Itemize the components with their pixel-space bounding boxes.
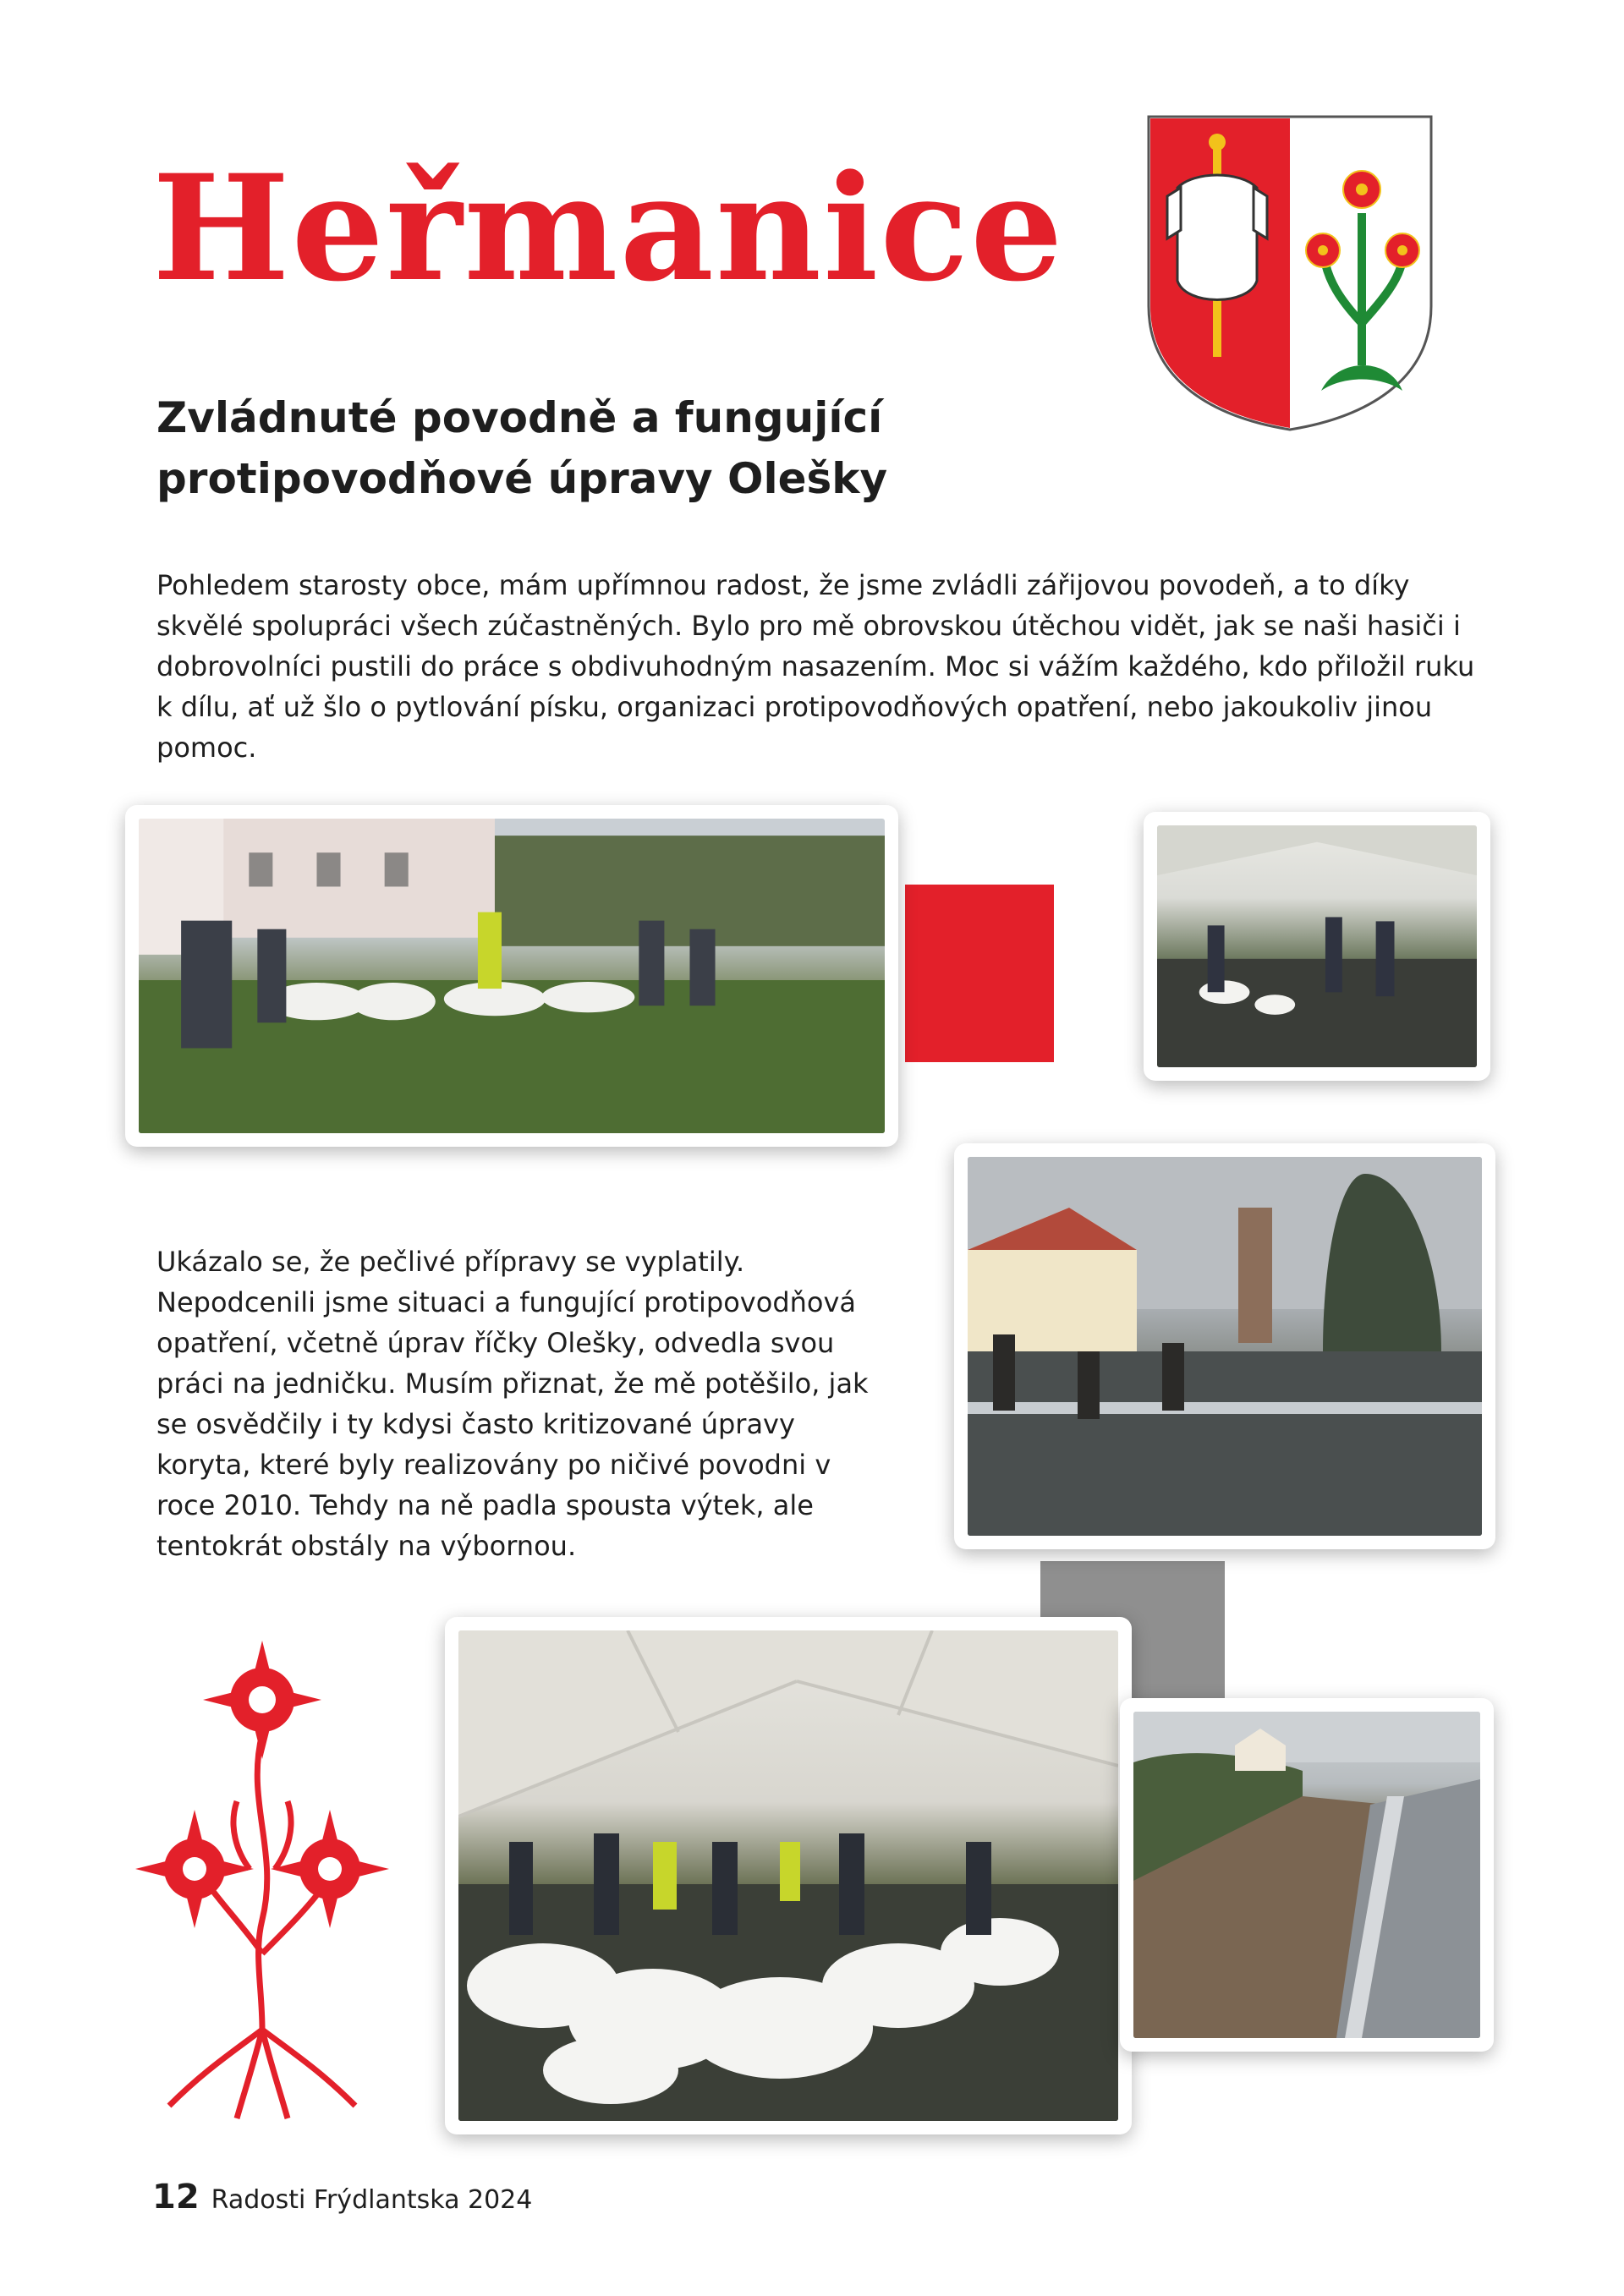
page-title: Heřmanice bbox=[152, 142, 1065, 314]
body-paragraph: Ukázalo se, že pečlivé přípravy se vyplatily. Nepodcenili jsme situaci a fungující protipovodňová opatření, včetně úprav říčky Olešky, odvedla svou práci na jedničku. Musím přiznat, že mě potěšilo, jak se osvědčily i ty kdysi často kritizované úpravy koryta, které byly realizovány po ničivé povodni v roce 2010. Tehdy na ně padla spousta výtek, ale tentokrát obstály na výbornou. bbox=[156, 1246, 869, 1562]
article-subtitle bbox=[156, 387, 1002, 509]
red-accent-block bbox=[905, 885, 1054, 1062]
photo-image bbox=[1133, 1712, 1480, 2038]
photo-scene bbox=[139, 819, 885, 1133]
photo-image bbox=[1157, 825, 1477, 1067]
photo-image bbox=[458, 1630, 1118, 2121]
photo-scene bbox=[1133, 1712, 1480, 2038]
page-number: 12 bbox=[152, 2178, 200, 2217]
page-footer bbox=[152, 2180, 532, 2217]
photo-flooded-river bbox=[1120, 1698, 1494, 2052]
subtitle-line-1: Zvládnuté povodně a fungující bbox=[156, 393, 883, 442]
coat-of-arms bbox=[1144, 112, 1436, 433]
photo-bridge-firefighters bbox=[954, 1143, 1495, 1549]
photo-tent-sandbags-large bbox=[445, 1617, 1132, 2134]
photo-scene bbox=[458, 1630, 1118, 2121]
photo-scene bbox=[1157, 825, 1477, 1067]
photo-image bbox=[139, 819, 885, 1133]
photo-image bbox=[968, 1157, 1482, 1536]
subtitle-line-2: protipovodňové úpravy Olešky bbox=[156, 454, 888, 503]
photo-tent-small bbox=[1144, 812, 1490, 1081]
red-flower-ornament bbox=[135, 1632, 389, 2131]
photo-sandbag-building bbox=[125, 805, 898, 1147]
publication-name: Radosti Frýdlantska 2024 bbox=[211, 2185, 533, 2215]
intro-paragraph: Pohledem starosty obce, mám upřímnou radost, že jsme zvládli zářijovou povodeň, a to díky skvělé spolupráci všech zúčastněných. Bylo pro mě obrovskou útěchou vidět, jak se naši hasiči i dobrovolníci pustili do práce s obdivuhodným nasazením. Moc si vážím každého, kdo přiložil ruku k dílu, ať už šlo o pytlování písku, organizaci protipovodňových opatření, nebo jakoukoliv jinou pomoc. bbox=[156, 569, 1475, 764]
photo-scene bbox=[968, 1157, 1482, 1536]
